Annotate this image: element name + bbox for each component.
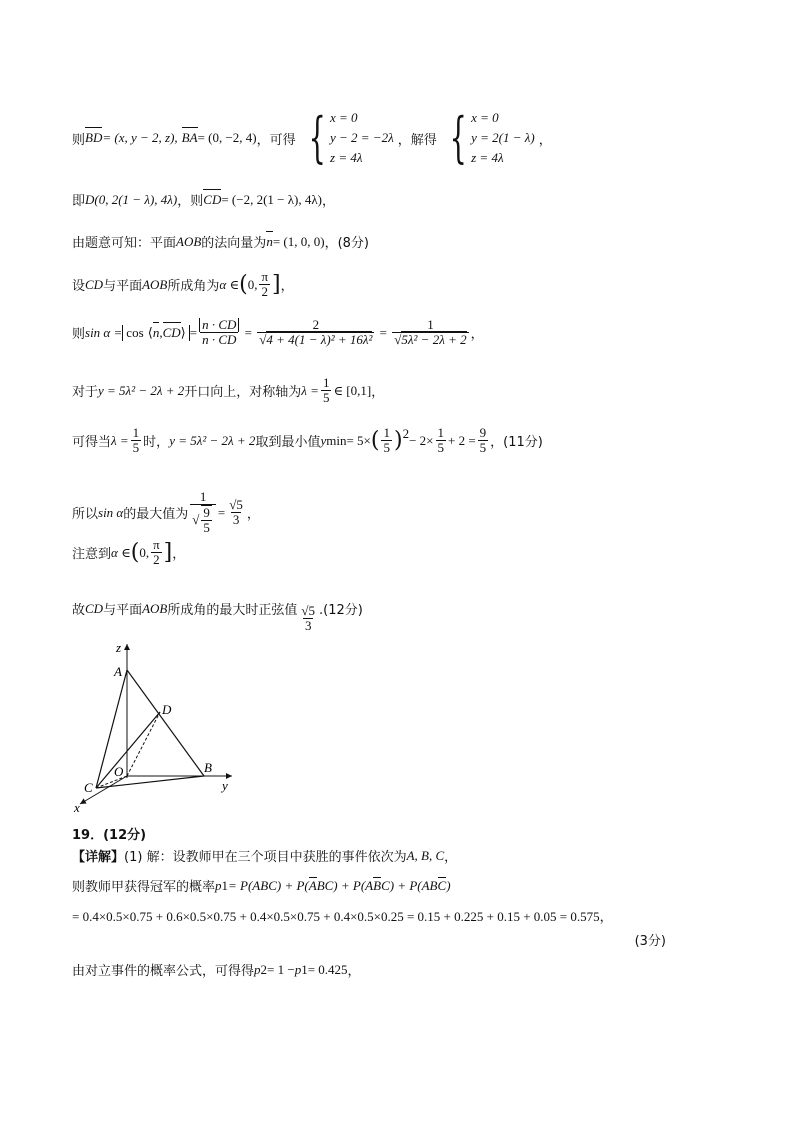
numerator: 2 — [312, 317, 320, 332]
equation-system-1 — [300, 108, 394, 168]
line-cd: CD — [85, 276, 104, 292]
solution-line-12 — [72, 846, 457, 865]
text: ， — [172, 547, 186, 562]
numerator: n · CD — [199, 318, 239, 332]
detail-bracket: 【详解】 — [72, 850, 125, 865]
text: ， — [322, 194, 336, 209]
solution-line-8 — [72, 490, 260, 535]
a-bar: A — [308, 878, 317, 893]
edge-ab — [127, 670, 204, 776]
alpha-in: α ∈ — [219, 276, 240, 292]
label-o: O — [114, 764, 124, 779]
text: 则 — [72, 327, 86, 342]
inner-fraction — [201, 505, 212, 535]
radicand: 5λ² − 2λ + 2 — [401, 332, 467, 347]
fraction-9-over-5 — [478, 426, 489, 455]
fraction-1-over-sqrt-9-5 — [190, 490, 216, 535]
solution-line-14 — [72, 906, 613, 925]
numerator: √5 — [229, 497, 243, 512]
numerator: 1 — [383, 425, 390, 440]
text: 对于 — [72, 385, 99, 400]
score-mark-3 — [635, 930, 666, 949]
text: 则教师甲获得冠军的概率 — [72, 880, 216, 895]
text: 由题意可知：平面 — [72, 236, 177, 251]
value: = 0.425 — [307, 961, 348, 977]
denominator: √ $\frac{9}{5}$ — [190, 504, 216, 535]
text: 即 — [72, 194, 86, 209]
solution-line-2 — [72, 190, 335, 209]
vector-n: n — [152, 324, 160, 340]
sin-alpha: sin α = — [85, 324, 123, 340]
fraction-1-over-5 — [436, 426, 447, 455]
normal-vector-value: = (1, 0, 0) — [272, 233, 325, 249]
text: 注意到 — [72, 547, 112, 562]
cos-label: cos — [126, 324, 144, 340]
numerator: 9 — [479, 425, 487, 440]
normal-vector-n: n — [266, 233, 273, 249]
text: 故 — [72, 603, 86, 618]
vector-ba-value: = (0, −2, 4) — [197, 130, 257, 145]
plane-aob: AOB — [176, 233, 202, 249]
label-x: x — [74, 800, 80, 815]
numerator: 1 — [199, 489, 207, 504]
denominator: 5 — [322, 390, 330, 405]
vector-cd: CD — [203, 191, 222, 207]
label-d: D — [162, 702, 172, 717]
fraction-pi-over-2 — [259, 270, 270, 299]
paren-left: ( — [239, 271, 248, 297]
fraction-pi-over-2 — [151, 538, 162, 567]
y-min-subscript: min — [326, 432, 347, 448]
denominator: √5λ² − 2λ + 2 — [394, 332, 467, 347]
quadratic-expr: y = 5λ² − 2λ + 2 — [98, 382, 185, 398]
fraction-1-over-sqrt — [392, 318, 468, 347]
fraction-1-over-5 — [321, 376, 332, 405]
system-row: y = 2(1 − λ) — [471, 130, 535, 145]
text: 所成角为 — [167, 279, 220, 294]
edge-od — [127, 712, 160, 776]
p1: p — [294, 961, 302, 977]
denominator: 3 — [304, 618, 312, 633]
text: 所以 — [72, 507, 99, 522]
numerator: π — [261, 269, 269, 284]
denominator: 5 — [203, 520, 210, 535]
text: ，可得 — [256, 132, 296, 148]
paren-left: ( — [130, 539, 140, 565]
b-bar: B — [373, 878, 382, 893]
solution-line-9 — [72, 538, 185, 567]
label-z: z — [116, 640, 122, 655]
fraction-1-over-5 — [131, 426, 142, 455]
interval: ∈ [0,1] — [333, 382, 372, 398]
system-row: y − 2 = −2λ — [330, 130, 394, 145]
denominator: 5 — [132, 440, 140, 455]
expr-part: ) — [446, 877, 451, 893]
solution-line-13 — [72, 876, 451, 895]
interval-left: 0, — [247, 276, 258, 292]
bracket-right: ] — [272, 271, 281, 297]
denominator: 5 — [479, 440, 487, 455]
computation: = 0.4×0.5×0.75 + 0.6×0.5×0.75 + 0.4×0.5×0.75 + 0.4×0.5×0.25 = 0.15 + 0.225 + 0.15 + 0.05 = 0.575， — [72, 909, 613, 924]
text: 可得当 — [72, 435, 112, 450]
denominator: 2 — [261, 284, 268, 299]
paren-right: ) — [393, 427, 403, 453]
text: 与平面 — [103, 279, 143, 294]
quadratic-expr: y = 5λ² − 2λ + 2 — [169, 432, 256, 448]
solution-line-15 — [72, 960, 361, 979]
text: ， — [347, 964, 361, 979]
problem-number — [72, 824, 146, 843]
label-c: C — [84, 780, 93, 795]
expr-part: = 1 − — [267, 961, 295, 977]
denominator: n · CD — [202, 332, 237, 347]
score-text: (3分) — [634, 934, 666, 949]
system-row: z = 4λ — [471, 150, 504, 165]
text: 所成角的最大时正弦值 — [167, 603, 298, 618]
equation-system-2 — [441, 108, 535, 168]
score-mark: ，(11分) — [490, 435, 543, 450]
text: 与平面 — [103, 603, 143, 618]
equals-5-times: = 5× — [346, 432, 371, 448]
fraction-2-over-sqrt — [257, 318, 374, 347]
denominator: √4 + 4(1 − λ)² + 16λ² — [259, 332, 373, 347]
text: 设 — [72, 279, 86, 294]
fraction-dot-product — [199, 318, 239, 347]
y-min: y — [320, 432, 327, 448]
text: ， — [470, 327, 484, 342]
tetrahedron-figure — [72, 638, 252, 818]
vector-ba: BA — [181, 130, 198, 145]
p1-subscript: 1 — [301, 961, 308, 977]
solution-line-6 — [72, 376, 384, 405]
text: ， — [246, 507, 260, 522]
solution-line-4 — [72, 270, 294, 299]
minus-2-times: − 2× — [409, 432, 434, 448]
alpha-in: α ∈ — [111, 544, 131, 560]
score-mark: ，(8分) — [324, 236, 369, 251]
system-row: x = 0 — [330, 110, 358, 125]
line-cd: CD — [85, 600, 104, 616]
system-row: x = 0 — [471, 110, 499, 125]
events: A, B, C — [406, 847, 445, 863]
expr-part: C) + P(AB — [381, 877, 438, 893]
point-d: D(0, 2(1 − λ), 4λ) — [85, 191, 178, 207]
p2-subscript: 2 — [260, 961, 268, 977]
brace-icon: { — [449, 106, 467, 169]
bracket-right: ] — [163, 539, 173, 565]
vector-bd: BD — [85, 130, 103, 145]
exponent: 2 — [402, 426, 410, 441]
text: 开口向上，对称轴为 — [184, 385, 302, 400]
fraction-sqrt5-over-3 — [227, 498, 245, 527]
brace-icon: { — [308, 106, 326, 169]
equals: = — [217, 504, 226, 520]
numerator: √5 — [301, 603, 316, 618]
numerator: 1 — [427, 317, 434, 332]
expr-part: BC) + P(A — [316, 877, 374, 893]
numerator: 1 — [132, 425, 140, 440]
numerator: 9 — [203, 505, 210, 520]
denominator: 3 — [232, 512, 240, 527]
text: ，则 — [177, 194, 204, 209]
solution-line-1 — [72, 108, 552, 168]
text: (1) 解：设教师甲在三个项目中获胜的事件依次为 — [124, 850, 407, 865]
label-y: y — [222, 778, 228, 793]
label-a: A — [114, 664, 122, 679]
text: ， — [538, 132, 552, 148]
p1: p — [215, 877, 222, 893]
text: ， — [280, 279, 294, 294]
label-b: B — [204, 760, 212, 775]
lambda-eq: λ = — [301, 382, 319, 398]
solution-line-10 — [72, 584, 363, 633]
text: ， — [444, 850, 458, 865]
denominator: 5 — [383, 440, 390, 455]
fraction-1-over-5 — [381, 426, 392, 455]
system-row: z = 4λ — [330, 150, 363, 165]
plane-aob: AOB — [142, 276, 168, 292]
denominator: 5 — [437, 440, 444, 455]
denominator: 2 — [153, 552, 160, 567]
vector-cd: CD — [162, 324, 181, 340]
numerator: 1 — [437, 425, 444, 440]
text: 时， — [143, 435, 170, 450]
lambda-eq: λ = — [111, 432, 129, 448]
interval-left: 0, — [139, 544, 150, 560]
equals: = — [189, 324, 198, 340]
expr-part: = P(ABC) + P( — [228, 877, 309, 893]
radicand: 4 + 4(1 − λ)² + 16λ² — [266, 332, 373, 347]
p2: p — [254, 961, 261, 977]
text: 取到最小值 — [255, 435, 321, 450]
plane-aob: AOB — [142, 600, 168, 616]
sin-alpha: sin α — [98, 504, 124, 520]
paren-left: ( — [370, 427, 380, 453]
vector-bd-value: = (x, y − 2, z), — [102, 130, 178, 145]
text: ， — [371, 385, 385, 400]
plus-2-equals: + 2 = — [448, 432, 476, 448]
solution-line-7 — [72, 426, 543, 455]
vector-cd-value: = (−2, 2(1 − λ), 4λ) — [221, 191, 323, 207]
text: ，解得 — [397, 132, 437, 148]
solution-line-3 — [72, 232, 369, 251]
numerator: π — [153, 537, 160, 552]
solution-line-5: 则 sin α = cos ⟨n,CD⟩ = $\frac{n \cdot CD}{n \cdot CD}$ = $\frac{2}{\text{√4 + 4(1 − λ)² + 16λ²}}$ = $\frac{1}{\text{√5λ² − 2λ + 2}}$ ， — [72, 317, 484, 347]
p1-subscript: 1 — [221, 877, 229, 893]
abs-cos: cos ⟨n,CD⟩ — [122, 325, 189, 341]
question-header: 19．(12分) — [72, 828, 147, 843]
text: 由对立事件的概率公式，可得得 — [72, 964, 255, 979]
text: 的最大值为 — [123, 507, 189, 522]
fraction-sqrt5-over-3 — [299, 604, 317, 633]
text: 则 — [72, 132, 86, 148]
c-bar: C — [437, 878, 447, 893]
numerator: 1 — [322, 375, 330, 390]
text: 的法向量为 — [201, 236, 267, 251]
score-mark: .(12分) — [319, 603, 363, 618]
